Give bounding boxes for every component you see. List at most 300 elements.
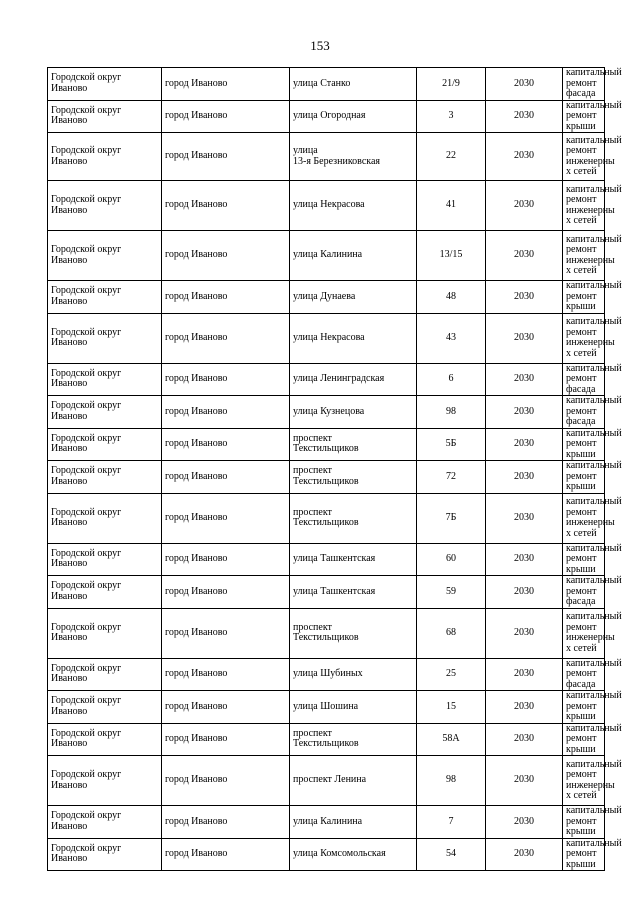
year-cell: [486, 428, 563, 461]
work-type-cell: [563, 657, 622, 691]
work-type-cell-line: капитальный: [566, 542, 622, 554]
district-cell-line: Иваново: [51, 155, 88, 167]
work-type-cell-line: капитальный: [566, 233, 622, 245]
work-type-cell-line: х сетей: [566, 265, 597, 276]
work-type-cell: [563, 181, 622, 231]
city-cell-line: город Иваново: [165, 110, 228, 121]
work-type-cell-line: ремонт: [566, 194, 597, 205]
work-type-cell-line: х сетей: [566, 166, 597, 177]
district-cell-line: Городской округ: [51, 842, 122, 854]
district-cell-line: Городской округ: [51, 695, 122, 707]
work-type-cell-line: капитальный: [566, 805, 622, 816]
house-number-cell: [417, 100, 486, 133]
city-cell-line: город Иваново: [165, 438, 228, 449]
street-cell-line: Текстильщиков: [293, 475, 359, 487]
city-cell: [162, 723, 290, 756]
table-row: [48, 133, 605, 181]
year-cell: [486, 691, 563, 724]
work-type-cell-line: капитальный: [566, 496, 622, 507]
city-cell: [162, 313, 290, 363]
table-row: [48, 608, 605, 658]
district-cell-line: Городской округ: [51, 547, 122, 559]
work-type-cell-line: инженерны: [566, 155, 615, 167]
house-number-cell-line: 41: [446, 199, 456, 211]
work-type-cell: [563, 67, 622, 101]
street-cell: [290, 493, 417, 543]
year-cell-line: 2030: [514, 626, 534, 638]
city-cell: [162, 461, 290, 494]
work-type-cell-line: инженерны: [566, 779, 615, 791]
district-cell: [48, 68, 162, 101]
house-number-cell-line: 25: [446, 668, 456, 679]
district-cell: [48, 691, 162, 724]
house-number-cell-line: 54: [446, 848, 456, 859]
year-cell: [486, 658, 563, 691]
city-cell-line: город Иваново: [165, 733, 228, 744]
work-type-cell-line: ремонт: [566, 621, 597, 633]
work-type-cell-line: капитальный: [566, 690, 622, 701]
city-cell: [162, 396, 290, 429]
district-cell: [48, 363, 162, 396]
house-number-cell-line: 98: [446, 774, 456, 786]
district-cell-line: Иваново: [51, 82, 88, 94]
work-type-cell: [563, 608, 622, 658]
work-type-cell-line: инженерны: [566, 204, 615, 216]
work-type-cell-line: ремонт крыши: [566, 733, 597, 755]
street-cell: [290, 396, 417, 429]
house-number-cell: [417, 428, 486, 461]
year-cell: [486, 543, 563, 576]
house-number-cell: [417, 576, 486, 609]
year-cell: [486, 723, 563, 756]
city-cell: [162, 133, 290, 181]
house-number-cell: [417, 363, 486, 396]
work-type-cell-line: капитальный: [566, 280, 622, 291]
house-number-cell: [417, 181, 486, 231]
year-cell: [486, 281, 563, 314]
house-number-cell: [417, 691, 486, 724]
work-type-cell-line: инженерны: [566, 517, 615, 528]
work-type-cell-line: капитальный: [566, 362, 622, 374]
house-number-cell-line: 7Б: [445, 511, 457, 523]
city-cell-line: город Иваново: [165, 331, 228, 343]
year-cell-line: 2030: [514, 405, 534, 417]
district-cell: [48, 313, 162, 363]
district-cell-line: Иваново: [51, 295, 88, 307]
house-number-cell-line: 43: [446, 331, 456, 343]
street-cell-line: Текстильщиков: [293, 517, 359, 528]
year-cell-line: 2030: [514, 249, 534, 261]
district-cell-line: Городской округ: [51, 400, 122, 412]
house-number-cell: [417, 231, 486, 281]
city-cell-line: город Иваново: [165, 249, 228, 261]
work-type-cell-line: ремонт фасада: [566, 77, 597, 99]
district-cell-line: Иваново: [51, 779, 88, 791]
district-cell-line: Иваново: [51, 853, 88, 865]
work-type-cell-line: ремонт фасада: [566, 373, 597, 395]
year-cell: [486, 313, 563, 363]
district-cell-line: Городской округ: [51, 580, 122, 592]
district-cell: [48, 100, 162, 133]
district-cell: [48, 461, 162, 494]
year-cell: [486, 68, 563, 101]
street-cell-line: улица Шошина: [293, 700, 359, 712]
year-cell: [486, 231, 563, 281]
district-cell: [48, 428, 162, 461]
district-cell-line: Иваново: [51, 410, 88, 422]
table-row: [48, 838, 605, 871]
district-cell-line: Иваново: [51, 378, 88, 390]
street-cell-line: проспект: [293, 506, 332, 518]
city-cell-line: город Иваново: [165, 150, 228, 162]
city-cell: [162, 363, 290, 396]
table-row: [48, 396, 605, 429]
city-cell-line: город Иваново: [165, 585, 228, 597]
year-cell: [486, 806, 563, 839]
street-cell-line: улица Дунаева: [293, 290, 356, 302]
house-number-cell: [417, 838, 486, 871]
housing-repair-table: [47, 67, 622, 871]
work-type-cell-line: капитальный: [566, 657, 622, 669]
street-cell: [290, 281, 417, 314]
house-number-cell-line: 72: [446, 470, 456, 482]
city-cell-line: город Иваново: [165, 668, 228, 679]
table-row: [48, 313, 605, 363]
house-number-cell: [417, 723, 486, 756]
year-cell: [486, 396, 563, 429]
work-type-cell-line: капитальный: [566, 316, 622, 327]
work-type-cell-line: ремонт фасада: [566, 668, 597, 690]
city-cell-line: город Иваново: [165, 470, 228, 482]
year-cell: [486, 576, 563, 609]
district-cell-line: Иваново: [51, 590, 88, 602]
street-cell-line: улица Некрасова: [293, 199, 365, 211]
table-row: [48, 723, 605, 756]
street-cell: [290, 363, 417, 396]
street-cell: [290, 806, 417, 839]
table-row: [48, 363, 605, 396]
year-cell-line: 2030: [514, 815, 534, 827]
street-cell-line: улица Ташкентская: [293, 585, 376, 597]
work-type-cell-line: ремонт: [566, 244, 597, 255]
district-cell: [48, 231, 162, 281]
street-cell: [290, 723, 417, 756]
district-cell-line: Городской округ: [51, 326, 122, 338]
house-number-cell-line: 21/9: [442, 77, 460, 89]
year-cell: [486, 838, 563, 871]
work-type-cell-line: капитальный: [566, 67, 622, 78]
district-cell-line: Иваново: [51, 517, 88, 528]
work-type-cell-line: ремонт: [566, 506, 597, 518]
city-cell: [162, 281, 290, 314]
street-cell-line: Текстильщиков: [293, 632, 359, 643]
house-number-cell: [417, 658, 486, 691]
page-number: 153: [310, 38, 330, 53]
year-cell-line: 2030: [514, 199, 534, 211]
table-row: [48, 543, 605, 576]
year-cell: [486, 100, 563, 133]
district-cell-line: Иваново: [51, 254, 88, 266]
house-number-cell: [417, 461, 486, 494]
work-type-cell-line: х сетей: [566, 527, 597, 539]
work-type-cell-line: инженерны: [566, 254, 615, 266]
work-type-cell-line: капитальный: [566, 758, 622, 770]
year-cell: [486, 493, 563, 543]
city-cell: [162, 231, 290, 281]
district-cell-line: Городской округ: [51, 769, 122, 780]
district-cell-line: Городской округ: [51, 621, 122, 633]
street-cell-line: 13-я Березниковская: [293, 155, 381, 167]
table-row: [48, 100, 605, 133]
year-cell-line: 2030: [514, 331, 534, 343]
work-type-cell-line: капитальный: [566, 611, 622, 622]
city-cell-line: город Иваново: [165, 815, 228, 827]
street-cell-line: улица Кузнецова: [293, 405, 365, 417]
street-cell-line: улица Калинина: [293, 249, 363, 261]
work-type-cell-line: ремонт крыши: [566, 470, 597, 492]
year-cell-line: 2030: [514, 668, 534, 679]
street-cell: [290, 543, 417, 576]
city-cell-line: город Иваново: [165, 700, 228, 712]
district-cell: [48, 281, 162, 314]
district-cell-line: Городской округ: [51, 72, 122, 84]
work-type-cell-line: ремонт фасада: [566, 405, 597, 427]
city-cell-line: город Иваново: [165, 553, 228, 564]
district-cell-line: Иваново: [51, 820, 88, 832]
city-cell: [162, 691, 290, 724]
house-number-cell: [417, 493, 486, 543]
district-cell-line: Иваново: [51, 738, 88, 750]
house-number-cell: [417, 543, 486, 576]
district-cell: [48, 658, 162, 691]
work-type-cell-line: ремонт крыши: [566, 438, 597, 460]
street-cell-line: проспект: [293, 621, 332, 633]
house-number-cell-line: 5Б: [445, 438, 457, 449]
year-cell-line: 2030: [514, 733, 534, 744]
year-cell: [486, 363, 563, 396]
city-cell-line: город Иваново: [165, 405, 228, 417]
table-row: [48, 181, 605, 231]
district-cell: [48, 576, 162, 609]
street-cell: [290, 838, 417, 871]
work-type-cell-line: х сетей: [566, 215, 597, 226]
work-type-cell-line: ремонт крыши: [566, 815, 597, 837]
city-cell: [162, 543, 290, 576]
city-cell-line: город Иваново: [165, 774, 228, 786]
table-row: [48, 68, 605, 101]
street-cell: [290, 756, 417, 806]
house-number-cell-line: 68: [446, 626, 456, 638]
street-cell-line: проспект: [293, 432, 332, 444]
year-cell: [486, 133, 563, 181]
work-type-cell-line: ремонт крыши: [566, 848, 597, 870]
year-cell-line: 2030: [514, 290, 534, 302]
table-row: [48, 756, 605, 806]
work-type-cell-line: х сетей: [566, 642, 597, 654]
work-type-cell: [563, 575, 622, 609]
work-type-cell-line: капитальный: [566, 99, 622, 111]
city-cell-line: город Иваново: [165, 199, 228, 211]
district-cell: [48, 493, 162, 543]
work-type-cell-line: капитальный: [566, 134, 622, 146]
table-body: [48, 67, 622, 871]
city-cell: [162, 68, 290, 101]
work-type-cell-line: капитальный: [566, 427, 622, 439]
work-type-cell: [563, 133, 622, 181]
work-type-cell-line: ремонт фасада: [566, 585, 597, 607]
street-cell: [290, 181, 417, 231]
district-cell-line: Городской округ: [51, 506, 122, 518]
house-number-cell: [417, 68, 486, 101]
work-type-cell: [563, 362, 622, 396]
district-cell-line: Иваново: [51, 204, 88, 216]
year-cell: [486, 181, 563, 231]
work-type-cell: [563, 837, 622, 871]
street-cell: [290, 608, 417, 658]
district-cell-line: Иваново: [51, 632, 88, 643]
work-type-cell-line: ремонт крыши: [566, 290, 597, 312]
table-row: [48, 461, 605, 494]
street-cell-line: улица Шубиных: [293, 668, 363, 679]
work-type-cell-line: капитальный: [566, 722, 622, 734]
year-cell: [486, 608, 563, 658]
district-cell-line: Городской округ: [51, 244, 122, 255]
district-cell-line: Городской округ: [51, 285, 122, 297]
city-cell: [162, 100, 290, 133]
street-cell-line: проспект Ленина: [293, 774, 367, 786]
city-cell: [162, 838, 290, 871]
house-number-cell: [417, 313, 486, 363]
work-type-cell: [563, 805, 622, 839]
street-cell: [290, 100, 417, 133]
city-cell-line: город Иваново: [165, 511, 228, 523]
house-number-cell-line: 22: [446, 150, 456, 162]
street-cell-line: улица Ташкентская: [293, 553, 376, 564]
district-cell-line: Городской округ: [51, 104, 122, 116]
street-cell-line: Текстильщиков: [293, 443, 359, 455]
city-cell: [162, 493, 290, 543]
work-type-cell: [563, 722, 622, 756]
street-cell: [290, 133, 417, 181]
work-type-cell: [563, 280, 622, 314]
year-cell-line: 2030: [514, 77, 534, 89]
street-cell-line: улица Некрасова: [293, 331, 365, 343]
year-cell: [486, 461, 563, 494]
house-number-cell: [417, 608, 486, 658]
district-cell-line: Иваново: [51, 705, 88, 717]
year-cell-line: 2030: [514, 700, 534, 712]
house-number-cell: [417, 133, 486, 181]
year-cell-line: 2030: [514, 110, 534, 121]
house-number-cell-line: 15: [446, 700, 456, 712]
district-cell: [48, 608, 162, 658]
street-cell-line: улица Ленинградская: [293, 373, 385, 384]
house-number-cell-line: 58А: [442, 733, 460, 744]
city-cell: [162, 608, 290, 658]
house-number-cell-line: 59: [446, 585, 456, 597]
district-cell: [48, 396, 162, 429]
year-cell-line: 2030: [514, 553, 534, 564]
street-cell-line: улица Комсомольская: [293, 848, 386, 859]
work-type-cell: [563, 99, 622, 133]
work-type-cell: [563, 460, 622, 494]
district-cell-line: Иваново: [51, 337, 88, 348]
year-cell-line: 2030: [514, 438, 534, 449]
street-cell-line: улица: [293, 145, 318, 156]
city-cell: [162, 576, 290, 609]
work-type-cell: [563, 231, 622, 281]
city-cell-line: город Иваново: [165, 373, 228, 384]
district-cell-line: Городской округ: [51, 145, 122, 156]
table-row: [48, 576, 605, 609]
district-cell-line: Иваново: [51, 558, 88, 570]
work-type-cell-line: ремонт крыши: [566, 700, 597, 722]
district-cell-line: Иваново: [51, 443, 88, 455]
house-number-cell-line: 7: [448, 815, 454, 827]
city-cell-line: город Иваново: [165, 77, 228, 89]
street-cell-line: улица Огородная: [293, 110, 366, 121]
year-cell: [486, 756, 563, 806]
work-type-cell-line: х сетей: [566, 347, 597, 359]
city-cell: [162, 658, 290, 691]
table-row: [48, 428, 605, 461]
district-cell: [48, 133, 162, 181]
street-cell-line: улица Станко: [293, 77, 351, 89]
work-type-cell-line: х сетей: [566, 790, 597, 801]
work-type-cell-line: инженерны: [566, 337, 615, 348]
work-type-cell-line: ремонт: [566, 326, 597, 338]
house-number-cell-line: 13/15: [439, 249, 463, 261]
house-number-cell: [417, 806, 486, 839]
year-cell-line: 2030: [514, 511, 534, 523]
house-number-cell-line: 6: [448, 373, 454, 384]
street-cell: [290, 576, 417, 609]
city-cell: [162, 756, 290, 806]
year-cell-line: 2030: [514, 848, 534, 859]
district-cell-line: Иваново: [51, 673, 88, 685]
street-cell: [290, 231, 417, 281]
street-cell-line: Текстильщиков: [293, 738, 359, 750]
district-cell: [48, 181, 162, 231]
year-cell-line: 2030: [514, 150, 534, 162]
street-cell: [290, 428, 417, 461]
table-row: [48, 806, 605, 839]
table-row: [48, 493, 605, 543]
work-type-cell-line: ремонт крыши: [566, 553, 597, 575]
district-cell: [48, 838, 162, 871]
street-cell-line: проспект: [293, 465, 332, 477]
district-cell-line: Городской округ: [51, 465, 122, 477]
city-cell-line: город Иваново: [165, 290, 228, 302]
district-cell-line: Городской округ: [51, 662, 122, 674]
work-type-cell: [563, 542, 622, 576]
city-cell: [162, 181, 290, 231]
street-cell: [290, 461, 417, 494]
work-type-cell-line: капитальный: [566, 575, 622, 586]
year-cell-line: 2030: [514, 585, 534, 597]
district-cell-line: Городской округ: [51, 367, 122, 379]
district-cell: [48, 806, 162, 839]
district-cell: [48, 543, 162, 576]
work-type-cell-line: ремонт: [566, 769, 597, 780]
work-type-cell: [563, 395, 622, 429]
street-cell-line: проспект: [293, 727, 332, 739]
work-type-cell: [563, 493, 622, 543]
work-type-cell-line: ремонт крыши: [566, 110, 597, 132]
year-cell-line: 2030: [514, 774, 534, 786]
house-number-cell: [417, 396, 486, 429]
year-cell-line: 2030: [514, 470, 534, 482]
